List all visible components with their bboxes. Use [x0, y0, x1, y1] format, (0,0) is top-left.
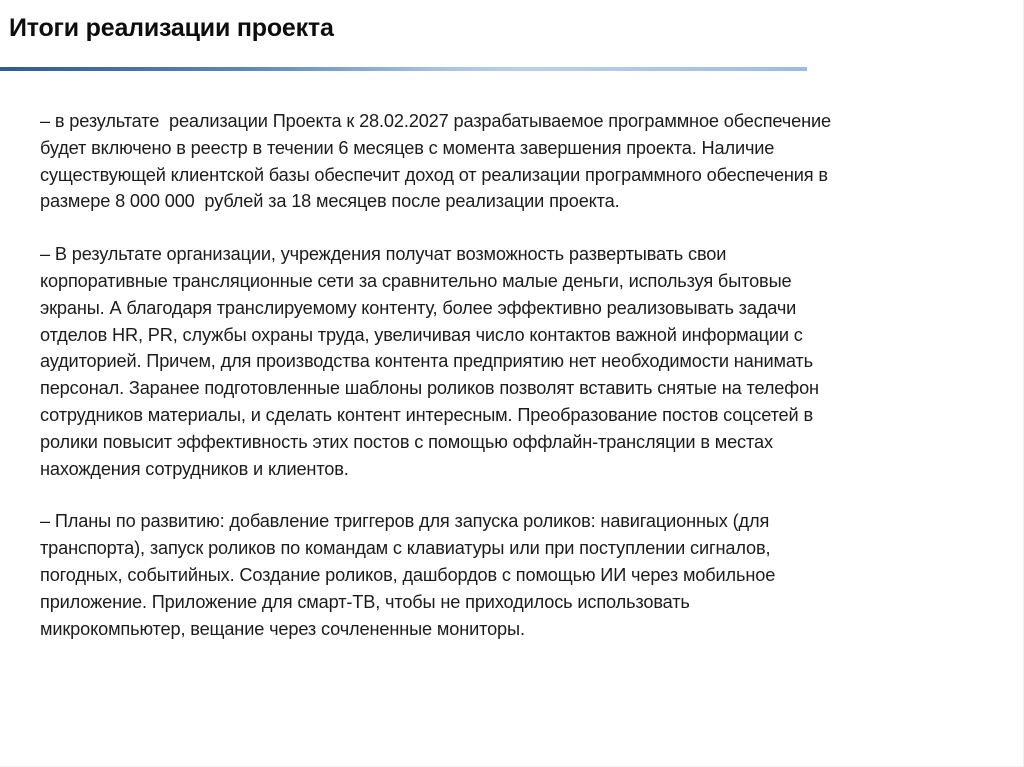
paragraph-project-results [40, 108, 990, 215]
text-line: – в результате реализации Проекта к 28.02.2027 разрабатываемое программное обеспечение [40, 111, 831, 131]
text-line: персонал. Заранее подготовленные шаблоны роликов позволят вставить снятые на телефон [40, 378, 819, 399]
text-line: приложение. Приложение для смарт-ТВ, чтобы не приходилось использовать [40, 591, 690, 612]
text-line: экраны. А благодаря транслируемому контенту, более эффективно реализовывать задачи [40, 297, 797, 318]
title-underline-rule [0, 67, 807, 71]
slide-title: Итоги реализации проекта [9, 14, 334, 42]
text-line: нахождения сотрудников и клиентов. [40, 458, 349, 479]
text-line: существующей клиентской базы обеспечит доход от реализации программного обеспечения в [40, 164, 828, 185]
text-line: погодных, событийных. Создание роликов, дашбордов с помощью ИИ через мобильное [40, 564, 776, 585]
text-line: ролики повысит эффективность этих постов с помощью оффлайн-трансляции в местах [40, 431, 773, 452]
text-line: микрокомпьютер, вещание через сочлененные мониторы. [40, 618, 525, 639]
text-line: – Планы по развитию: добавление триггеров для запуска роликов: навигационных (для [40, 511, 770, 532]
paragraph-development-plans [40, 508, 990, 642]
text-line: отделов HR, PR, службы охраны труда, увеличивая число контактов важной информации с [40, 324, 803, 345]
text-line: сотрудников материалы, и сделать контент интересным. Преобразование постов соцсетей в [40, 404, 813, 425]
text-line: корпоративные трансляционные сети за сравнительно малые деньги, используя бытовые [40, 270, 792, 291]
text-line: размере 8 000 000 рублей за 18 месяцев после реализации проекта. [40, 191, 620, 212]
text-line: транспорта), запуск роликов по командам с клавиатуры или при поступлении сигналов, [40, 538, 771, 559]
slide-body [40, 108, 990, 642]
paragraph-organization-benefits [40, 241, 990, 482]
text-line: аудиторией. Причем, для производства контента предприятию нет необходимости нанимать [40, 351, 813, 372]
text-line: – В результате организации, учреждения получат возможность развертывать свои [40, 244, 727, 265]
text-line: будет включено в реестр в течении 6 месяцев с момента завершения проекта. Наличие [40, 137, 775, 158]
